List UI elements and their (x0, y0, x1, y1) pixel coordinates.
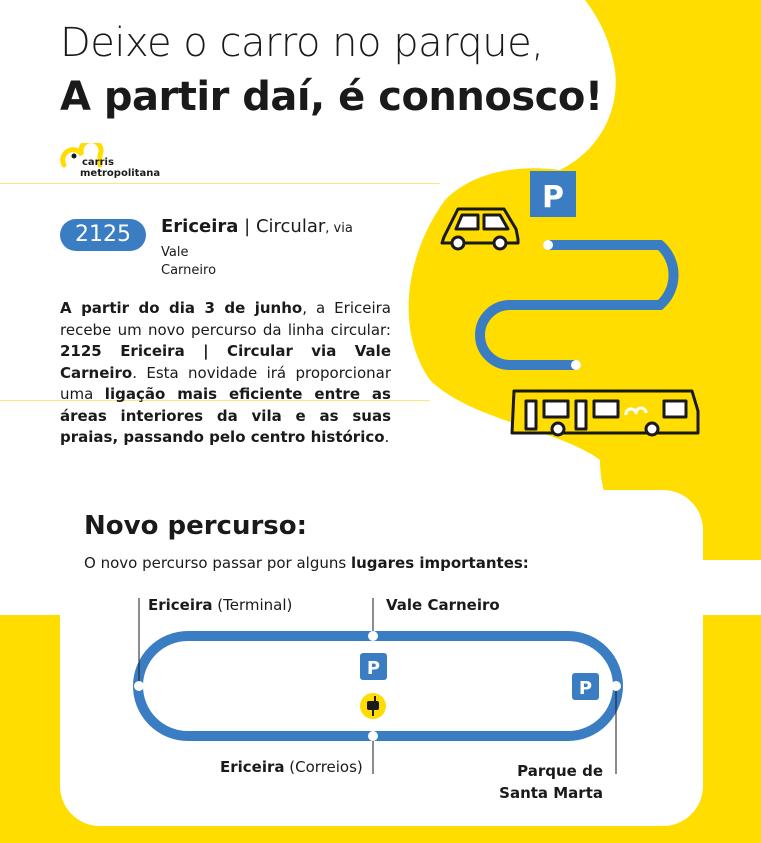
road-end-dot (571, 360, 581, 370)
desc-benefit: ligação mais eficiente entre as áreas interiores da vila e as suas praias, passando pelo centro histórico (60, 385, 391, 446)
parking-letter: P (542, 180, 564, 215)
car-icon (442, 209, 518, 249)
logo-text-carris: carris (82, 157, 114, 168)
headline-line-2: A partir daí, é connosco! (60, 74, 603, 120)
stop-santa-marta-line1: Parque de (517, 762, 603, 780)
parking-letter-center: P (366, 658, 381, 679)
new-route-title: Novo percurso: (84, 511, 308, 541)
route-name: Ericeira (161, 216, 239, 237)
stop-terminal-qualifier: (Terminal) (212, 596, 293, 614)
route-title (161, 216, 381, 278)
desc-text-2: . Esta novidade irá proporcionar uma (60, 363, 391, 403)
headline-line-1: Deixe o carro no parque, (60, 20, 544, 66)
logo-text-metropolitana: metropolitana (80, 168, 161, 179)
new-route-subtitle (84, 554, 529, 572)
carris-logo (58, 143, 178, 183)
stop-label-correios (220, 758, 363, 776)
road-start-dot (543, 240, 553, 250)
route-via: , via Vale (161, 221, 353, 260)
winding-road (480, 245, 674, 365)
bus-icon (512, 391, 698, 435)
route-description (60, 298, 391, 449)
route-number-badge: 2125 (60, 219, 146, 251)
subtitle-bold: lugares importantes: (350, 554, 529, 572)
stop-label-terminal (148, 596, 292, 614)
stop-santa-marta-line2: Santa Marta (499, 784, 603, 802)
stop-terminal-name: Ericeira (148, 596, 213, 614)
parking-letter-right: P (578, 678, 593, 699)
stop-dot-santa-marta (611, 681, 621, 691)
stop-correios-qualifier: (Correios) (284, 758, 363, 776)
route-loop (138, 636, 618, 736)
route-separator: | (238, 216, 256, 237)
desc-date: A partir do dia 3 de junho (60, 299, 303, 317)
stop-dot-vale-carneiro (368, 631, 378, 641)
stop-dot-terminal (134, 681, 144, 691)
stop-label-vale-carneiro: Vale Carneiro (386, 596, 500, 614)
stop-dot-correios (368, 731, 378, 741)
stop-correios-name: Ericeira (220, 758, 285, 776)
route-via-cont: Carneiro (161, 263, 217, 278)
desc-text-3: . (384, 428, 390, 446)
post-office-icon (360, 693, 386, 719)
illustration (430, 165, 720, 445)
desc-text-1: , a Ericeira recebe um novo percurso da linha circular: (60, 299, 391, 339)
subtitle-regular: O novo percurso passar por alguns (84, 554, 351, 572)
stop-label-santa-marta (499, 760, 603, 804)
route-type: Circular (255, 216, 326, 237)
desc-route: 2125 Ericeira | Circular via Vale Carneiro (60, 342, 391, 382)
